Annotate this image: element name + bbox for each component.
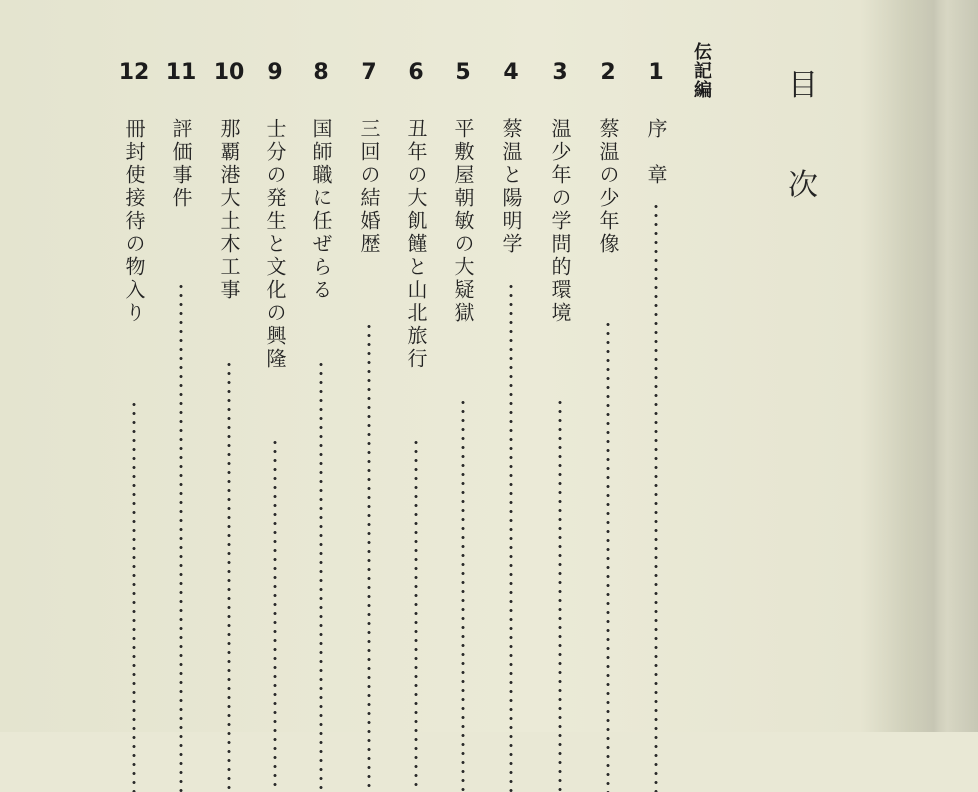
- entry-number: 6: [408, 60, 424, 85]
- entry-title: 評価事件: [169, 118, 193, 210]
- entry-title: 三回の結婚歴: [357, 118, 381, 256]
- toc-entry[interactable]: [639, 60, 673, 187]
- toc-entry[interactable]: [446, 60, 480, 325]
- entry-number: 5: [455, 60, 471, 85]
- heading-char-1: 目: [788, 68, 818, 103]
- toc-entry[interactable]: [304, 60, 338, 302]
- entry-number: 9: [267, 60, 283, 85]
- toc-entry[interactable]: [543, 60, 577, 325]
- entry-number: 3: [552, 60, 568, 85]
- entry-title: 国師職に任ぜらる: [309, 118, 333, 302]
- toc-entry[interactable]: [399, 60, 433, 371]
- leader-dots: [367, 322, 371, 792]
- toc-entry[interactable]: [591, 60, 625, 256]
- entry-number: 4: [503, 60, 519, 85]
- leader-dots: [509, 282, 513, 792]
- entry-title: 士分の発生と文化の興隆: [263, 118, 287, 371]
- entry-title: 蔡温の少年像: [596, 118, 620, 256]
- entry-title: 那覇港大土木工事: [217, 118, 241, 302]
- leader-dots: [558, 398, 562, 792]
- entry-number: 11: [165, 60, 197, 85]
- entry-number: 12: [118, 60, 150, 85]
- leader-dots: [179, 282, 183, 792]
- leader-dots: [461, 398, 465, 792]
- page-edge-shadow: [910, 0, 978, 732]
- toc-entry[interactable]: [494, 60, 528, 256]
- leader-dots: [654, 202, 658, 792]
- leader-dots: [273, 438, 277, 792]
- heading-char-2: 次: [788, 168, 818, 203]
- entry-title: 温少年の学問的環境: [548, 118, 572, 325]
- leader-dots: [606, 320, 610, 792]
- section-label: 伝記編: [691, 42, 712, 99]
- toc-entry[interactable]: [212, 60, 246, 302]
- entry-number: 2: [600, 60, 616, 85]
- entry-title: 丑年の大飢饉と山北旅行: [404, 118, 428, 371]
- entry-number: 10: [213, 60, 245, 85]
- entry-number: 1: [648, 60, 664, 85]
- leader-dots: [227, 360, 231, 792]
- entry-number: 7: [361, 60, 377, 85]
- toc-entry[interactable]: [352, 60, 386, 256]
- toc-entry[interactable]: [117, 60, 151, 325]
- show-through-ghost: [736, 40, 754, 57]
- leader-dots: [132, 400, 136, 792]
- show-through-ghost: [760, 40, 778, 57]
- toc-entry[interactable]: [258, 60, 292, 371]
- leader-dots: [414, 438, 418, 792]
- entry-title: 平敷屋朝敏の大疑獄: [451, 118, 475, 325]
- entry-title: 蔡温と陽明学: [499, 118, 523, 256]
- entry-number: 8: [313, 60, 329, 85]
- leader-dots: [319, 360, 323, 792]
- entry-title: 冊封使接待の物入り: [122, 118, 146, 325]
- toc-entry[interactable]: [164, 60, 198, 210]
- entry-title: 序 章: [644, 118, 668, 187]
